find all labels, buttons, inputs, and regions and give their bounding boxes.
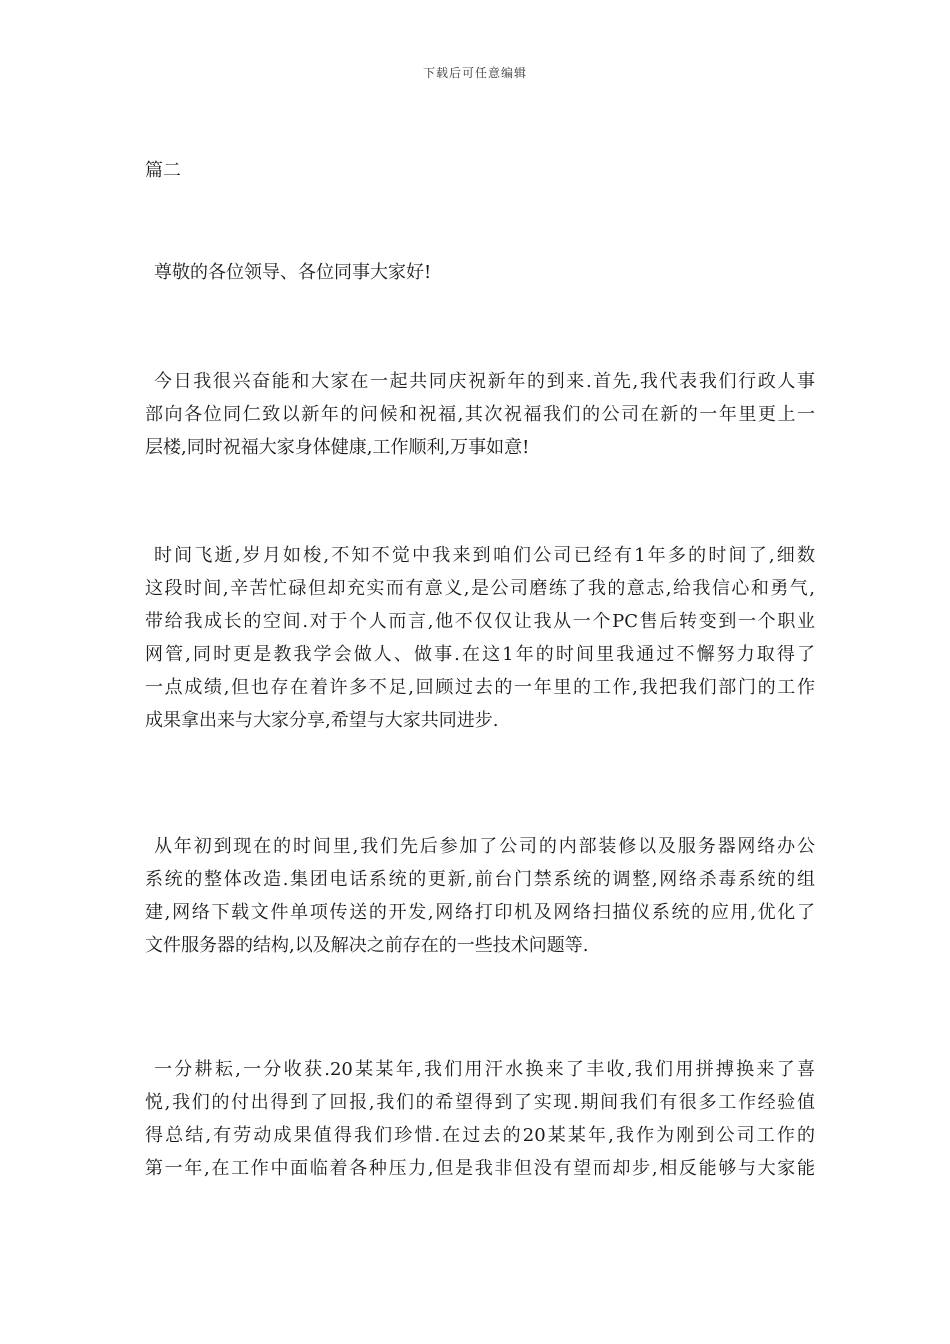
greeting-paragraph bbox=[145, 256, 815, 289]
paragraph-line: 得总结,有劳动成果值得我们珍惜.在过去的20某某年,我作为刚到公司工作的 bbox=[145, 1125, 815, 1146]
paragraph-line: 悦,我们的付出得到了回报,我们的希望得到了实现.期间我们有很多工作经验值 bbox=[145, 1092, 815, 1113]
paragraph-2 bbox=[145, 539, 815, 737]
paragraph-line: 今日我很兴奋能和大家在一起共同庆祝新年的到来.首先,我代表我们行政人事 bbox=[154, 371, 815, 392]
paragraph-1 bbox=[145, 365, 815, 464]
paragraph-line: 部向各位同仁致以新年的问候和祝福,其次祝福我们的公司在新的一年里更上一 bbox=[145, 404, 815, 425]
paragraph-line: 一点成绩,但也存在着许多不足,回顾过去的一年里的工作,我把我们部门的工作 bbox=[145, 677, 815, 698]
paragraph-line: 网管,同时更是教我学会做人、做事.在这1年的时间里我通过不懈努力取得了 bbox=[145, 644, 815, 665]
paragraph-line: 尊敬的各位领导、各位同事大家好! bbox=[154, 262, 432, 283]
paragraph-line: 带给我成长的空间.对于个人而言,他不仅仅让我从一个PC售后转变到一个职业 bbox=[145, 611, 815, 632]
paragraph-line: 系统的整体改造.集团电话系统的更新,前台门禁系统的调整,网络杀毒系统的组 bbox=[145, 869, 815, 890]
paragraph-3 bbox=[145, 830, 815, 962]
paragraph-line: 第一年,在工作中面临着各种压力,但是我非但没有望而却步,相反能够与大家能 bbox=[145, 1158, 815, 1179]
paragraph-line: 成果拿出来与大家分享,希望与大家共同进步. bbox=[145, 710, 499, 731]
paragraph-line: 层楼,同时祝福大家身体健康,工作顺利,万事如意! bbox=[145, 437, 530, 458]
paragraph-4 bbox=[145, 1053, 815, 1185]
paragraph-line: 建,网络下载文件单项传送的开发,网络打印机及网络扫描仪系统的应用,优化了 bbox=[145, 902, 815, 923]
paragraph-line: 这段时间,辛苦忙碌但却充实而有意义,是公司磨练了我的意志,给我信心和勇气, bbox=[145, 578, 815, 599]
header-note: 下载后可任意编辑 bbox=[422, 66, 527, 80]
paragraph-line: 文件服务器的结构,以及解决之前存在的一些技术问题等. bbox=[145, 935, 589, 956]
paragraph-line: 一分耕耘,一分收获.20某某年,我们用汗水换来了丰收,我们用拼搏换来了喜 bbox=[154, 1059, 815, 1080]
paragraph-line: 从年初到现在的时间里,我们先后参加了公司的内部装修以及服务器网络办公 bbox=[154, 836, 815, 857]
paragraph-line: 时间飞逝,岁月如梭,不知不觉中我来到咱们公司已经有1年多的时间了,细数 bbox=[154, 545, 815, 566]
section-title: 篇二 bbox=[145, 160, 181, 181]
